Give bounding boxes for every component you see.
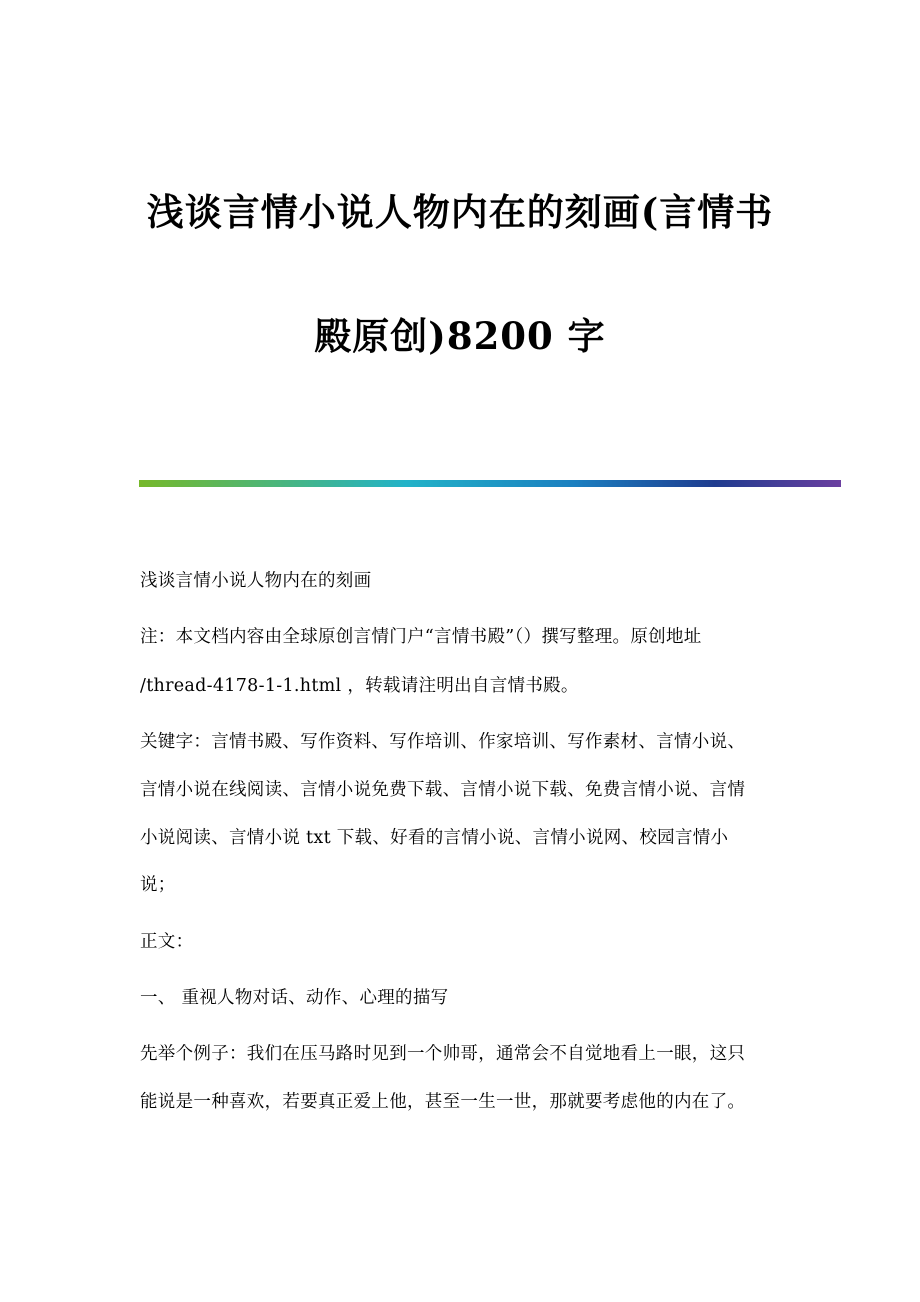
keywords-line-1: 关键字：言情书殿、写作资料、写作培训、作家培训、写作素材、言情小说、 bbox=[140, 732, 746, 752]
keywords-line-3: 小说阅读、言情小说 txt 下载、好看的言情小说、言情小说网、校园言情小 bbox=[140, 828, 729, 848]
section-heading: 一、 重视人物对话、动作、心理的描写 bbox=[140, 988, 449, 1008]
document-title-line-1: 浅谈言情小说人物内在的刻画(言情书 bbox=[146, 190, 774, 234]
note-line-2: /thread-4178-1-1.html ，转载请注明出自言情书殿。 bbox=[140, 676, 579, 696]
keywords-line-2: 言情小说在线阅读、言情小说免费下载、言情小说下载、免费言情小说、言情 bbox=[140, 780, 746, 800]
gradient-divider bbox=[139, 480, 841, 487]
paragraph-line-2: 能说是一种喜欢，若要真正爱上他，甚至一生一世，那就要考虑他的内在了。 bbox=[140, 1092, 746, 1112]
paragraph-line-1: 先举个例子：我们在压马路时见到一个帅哥，通常会不自觉地看上一眼，这只 bbox=[140, 1044, 746, 1064]
keywords-line-4: 说； bbox=[140, 875, 176, 895]
body-label: 正文： bbox=[140, 932, 194, 952]
subtitle: 浅谈言情小说人物内在的刻画 bbox=[140, 571, 372, 591]
note-line-1: 注：本文档内容由全球原创言情门户“言情书殿”（）撰写整理。原创地址 bbox=[140, 627, 702, 647]
document-title-line-2: 殿原创)8200 字 bbox=[314, 314, 606, 358]
